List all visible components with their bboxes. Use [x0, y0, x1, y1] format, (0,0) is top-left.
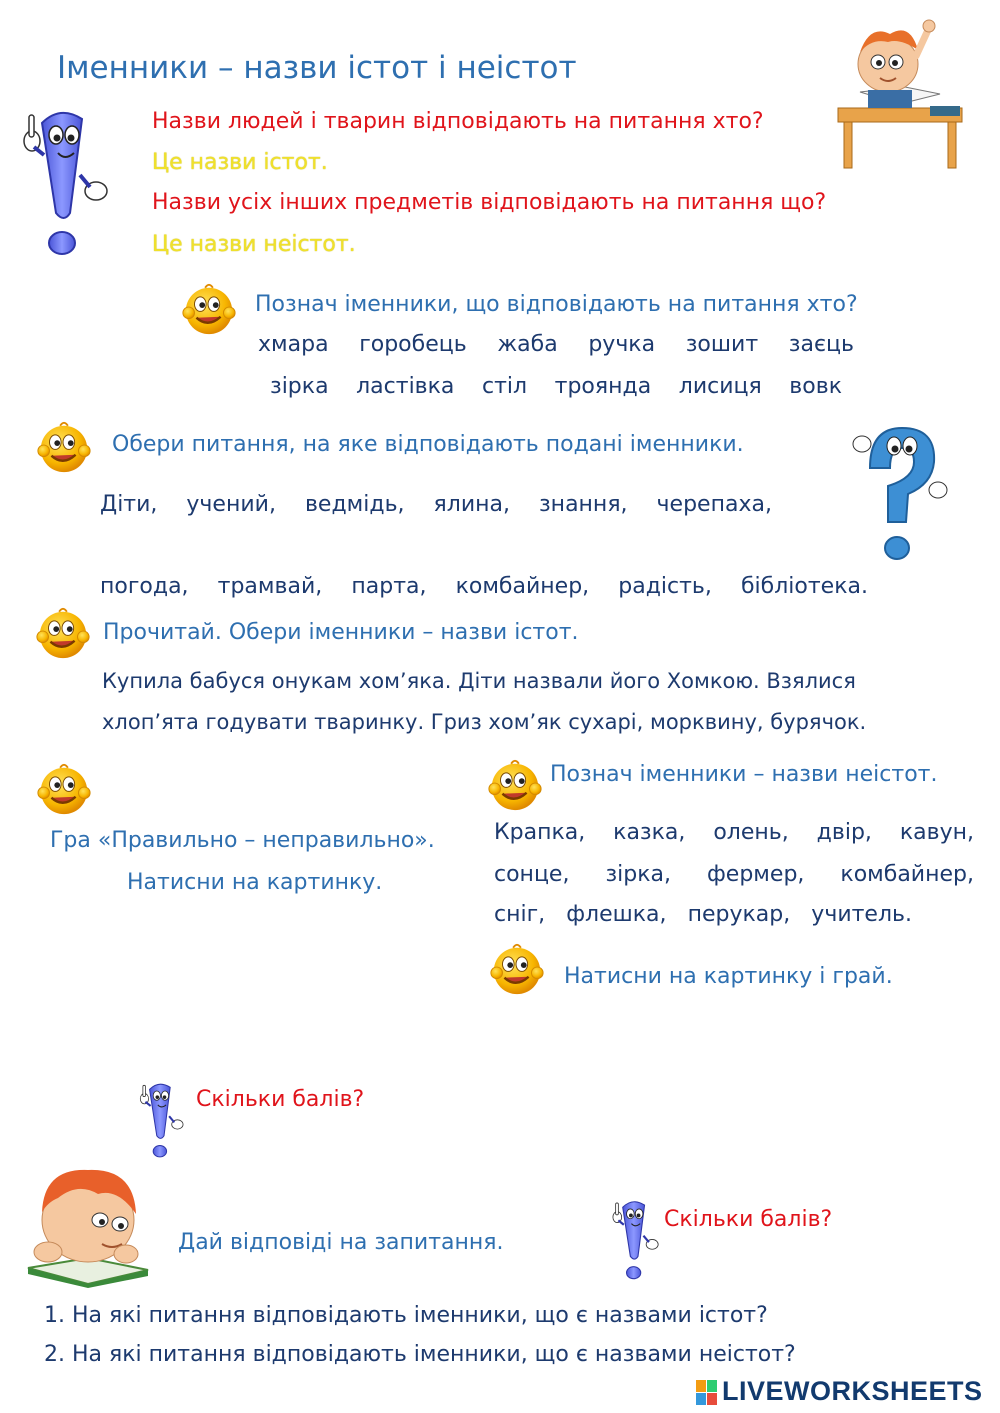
word-option[interactable]: фермер, — [707, 862, 805, 887]
game2-link[interactable]: Натисни на картинку і грай. — [564, 964, 893, 989]
word-option[interactable]: зірка, — [605, 862, 671, 887]
task4-words-row1 — [494, 818, 974, 848]
score-label-2: Скільки балів? — [664, 1207, 833, 1232]
game1-link[interactable]: Натисни на картинку. — [127, 870, 383, 895]
intro-answer-1: Це назви істот. — [152, 150, 328, 175]
word-option[interactable]: зошит — [685, 332, 759, 357]
word-option[interactable]: казка, — [613, 820, 686, 845]
word-option[interactable]: ластівка — [356, 374, 455, 399]
word-option[interactable]: троянда — [554, 374, 652, 399]
question-mark-mascot-icon — [850, 418, 950, 568]
liveworksheets-brand[interactable]: LIVEWORKSHEETS — [722, 1376, 983, 1406]
word-option[interactable]: вовк — [789, 374, 842, 399]
word-option[interactable]: олень, — [713, 820, 789, 845]
game1-title[interactable]: Гра «Правильно – неправильно». — [50, 828, 435, 853]
word-option[interactable]: ялина, — [433, 492, 510, 517]
word-option[interactable]: радість, — [618, 574, 712, 599]
word-option[interactable]: ручка — [588, 332, 656, 357]
task2-prompt: Обери питання, на яке відповідають подані іменники. — [112, 432, 744, 457]
word-option[interactable]: жаба — [497, 332, 558, 357]
task1-words-row1 — [258, 330, 854, 360]
question-1: 1. На які питання відповідають іменники, що є назвами істот? — [44, 1303, 768, 1328]
task4-words-row3 — [494, 900, 912, 930]
word-option[interactable]: ведмідь, — [304, 492, 405, 517]
word-option[interactable]: комбайнер, — [455, 574, 590, 599]
liveworksheets-logo-icon — [696, 1380, 718, 1406]
task3-text-line1[interactable]: Купила бабуся онукам хом’яка. Діти назвали його Хомкою. Взялися — [102, 669, 856, 693]
task1-words-row2 — [270, 372, 842, 402]
word-option[interactable]: сонце, — [494, 862, 570, 887]
smiley-icon — [33, 760, 95, 818]
word-option[interactable]: стіл — [481, 374, 528, 399]
boy-at-desk-picture — [830, 12, 970, 172]
word-option[interactable]: двір, — [816, 820, 872, 845]
task4-words-row2 — [494, 860, 974, 890]
smiley-icon — [484, 756, 546, 814]
word-option[interactable]: заєць — [788, 332, 854, 357]
smiley-icon — [32, 604, 94, 662]
exclamation-mascot-icon — [610, 1192, 666, 1282]
score-label-1: Скільки балів? — [196, 1087, 365, 1112]
task2-words-row1 — [100, 490, 772, 520]
word-option[interactable]: трамвай, — [217, 574, 323, 599]
task3-prompt: Прочитай. Обери іменники – назви істот. — [103, 620, 579, 645]
word-option[interactable]: погода, — [100, 574, 189, 599]
question-2: 2. На які питання відповідають іменники, що є назвами неістот? — [44, 1342, 796, 1367]
word-option[interactable]: перукар, — [687, 902, 791, 927]
exclamation-mascot-icon — [138, 1075, 190, 1160]
word-option[interactable]: парта, — [351, 574, 427, 599]
word-option[interactable]: зірка — [270, 374, 329, 399]
word-option[interactable]: Крапка, — [494, 820, 586, 845]
word-option[interactable]: учитель. — [811, 902, 912, 927]
smiley-icon — [178, 280, 240, 338]
task2-words-row2 — [100, 572, 868, 602]
word-option[interactable]: знання, — [538, 492, 628, 517]
task4-prompt: Познач іменники – назви неістот. — [550, 762, 938, 787]
word-option[interactable]: кавун, — [899, 820, 974, 845]
word-option[interactable]: комбайнер, — [840, 862, 974, 887]
page-title: Іменники – назви істот і неістот — [57, 50, 577, 86]
word-option[interactable]: флешка, — [566, 902, 667, 927]
word-option[interactable]: бібліотека. — [740, 574, 868, 599]
task3-text-line2[interactable]: хлоп’ята годувати тваринку. Гриз хом’як сухарі, морквину, бурячок. — [102, 710, 867, 734]
word-option[interactable]: хмара — [258, 332, 329, 357]
exclamation-mascot-icon — [15, 95, 125, 260]
answer-prompt: Дай відповіді на запитання. — [178, 1230, 504, 1255]
intro-answer-2: Це назви неістот. — [152, 232, 356, 257]
word-option[interactable]: учений, — [186, 492, 276, 517]
word-option[interactable]: сніг, — [494, 902, 546, 927]
smiley-icon — [486, 940, 548, 998]
smiley-icon — [33, 418, 95, 476]
intro-question-1: Назви людей і тварин відповідають на питання хто? — [152, 109, 764, 134]
word-option[interactable]: лисиця — [678, 374, 762, 399]
word-option[interactable]: Діти, — [100, 492, 158, 517]
boy-reading-picture[interactable] — [18, 1158, 158, 1288]
intro-question-2: Назви усіх інших предметів відповідають на питання що? — [152, 190, 827, 215]
word-option[interactable]: горобець — [359, 332, 467, 357]
word-option[interactable]: черепаха, — [656, 492, 772, 517]
task1-prompt: Познач іменники, що відповідають на питання хто? — [255, 292, 858, 317]
